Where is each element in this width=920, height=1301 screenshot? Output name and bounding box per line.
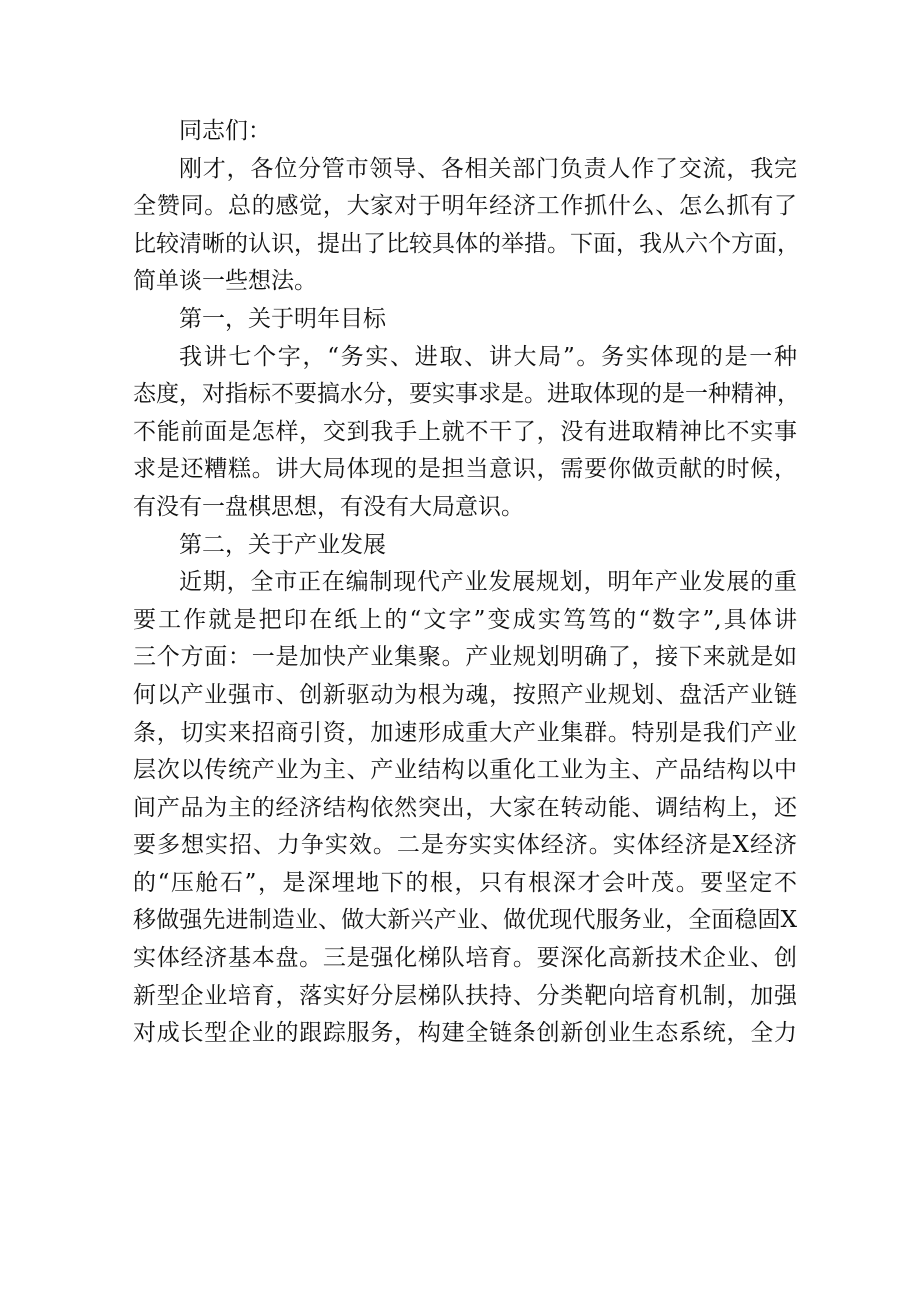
text-line: 比较清晰的认识，提出了比较具体的举措。下面，我从六个方面，	[133, 230, 800, 257]
text-line: 要工作就是把印在纸上的“文字”变成实笃笃的“数字”,具体讲	[133, 606, 797, 633]
text-line: 三个方面：一是加快产业集聚。产业规划明确了，接下来就是如	[133, 644, 797, 671]
text-line: 移做强先进制造业、做大新兴产业、做优现代服务业，全面稳固X	[133, 907, 797, 934]
text-line: 不能前面是怎样，交到我手上就不干了，没有进取精神比不实事	[133, 418, 797, 445]
text-line: 简单谈一些想法。	[133, 268, 317, 295]
document-body	[133, 113, 800, 1053]
paragraph-opening	[133, 151, 800, 301]
section-heading-1: 第一，关于明年目标	[179, 305, 386, 332]
text-line: 何以产业强市、创新驱动为根为魂，按照产业规划、盘活产业链	[133, 681, 797, 708]
text-line: 近期，全市正在编制现代产业发展规划，明年产业发展的重	[179, 569, 797, 596]
text-line: 求是还糟糕。讲大局体现的是担当意识，需要你做贡献的时候，	[133, 456, 797, 483]
text-line: 刚才，各位分管市领导、各相关部门负责人作了交流，我完	[179, 155, 797, 182]
text-line: 条，切实来招商引资，加速形成重大产业集群。特别是我们产业	[133, 719, 797, 746]
text-line: 实体经济基本盘。三是强化梯队培育。要深化高新技术企业、创	[133, 945, 797, 972]
text-line: 态度，对指标不要搞水分，要实事求是。进取体现的是一种精神，	[133, 381, 800, 408]
text-line: 新型企业培育，落实好分层梯队扶持、分类靶向培育机制，加强	[133, 982, 797, 1009]
text-line: 间产品为主的经济结构依然突出，大家在转动能、调结构上，还	[133, 794, 797, 821]
text-line: 有没有一盘棋思想，有没有大局意识。	[133, 493, 524, 520]
paragraph-goals	[133, 339, 800, 527]
text-line: 全赞同。总的感觉，大家对于明年经济工作抓什么、怎么抓有了	[133, 193, 797, 220]
text-line: 层次以传统产业为主、产业结构以重化工业为主、产品结构以中	[133, 757, 797, 784]
text-line: 要多想实招、力争实效。二是夯实实体经济。实体经济是X经济	[133, 832, 797, 859]
text-line: 我讲七个字，“务实、进取、讲大局”。务实体现的是一种	[179, 343, 797, 370]
salutation: 同志们：	[179, 118, 271, 144]
section-heading-2: 第二，关于产业发展	[179, 531, 386, 558]
text-line: 对成长型企业的跟踪服务，构建全链条创新创业生态系统，全力	[133, 1020, 797, 1047]
text-line: 的“压舱石”，是深埋地下的根，只有根深才会叶茂。要坚定不	[133, 869, 797, 896]
paragraph-industry	[133, 564, 797, 1053]
